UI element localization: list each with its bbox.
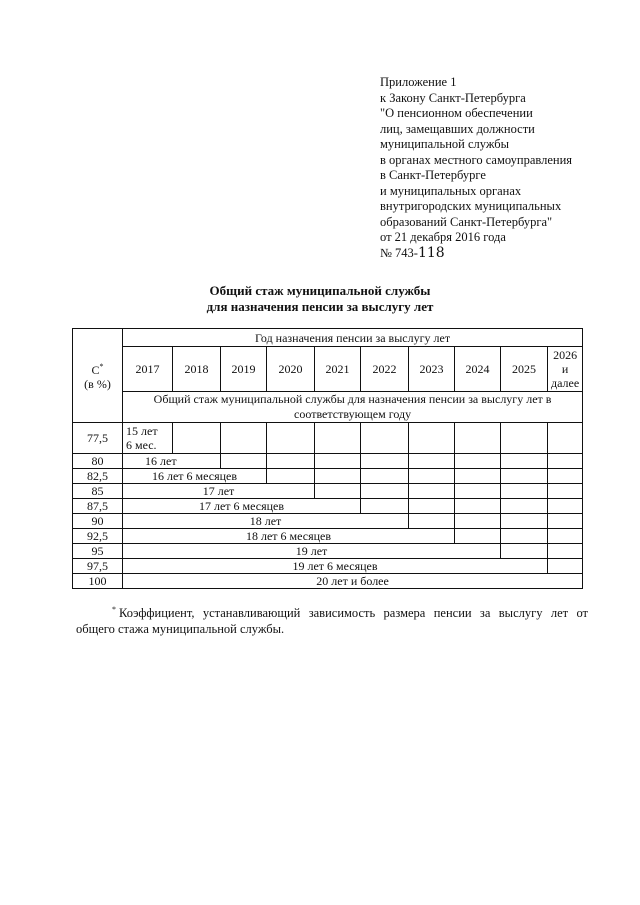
empty-cell [221,454,267,469]
empty-cell [315,454,361,469]
year-cell: 2018 [173,347,221,392]
service-length-cell: 19 лет [123,544,501,559]
empty-cell [501,454,548,469]
empty-cell [501,499,548,514]
empty-cell [315,423,361,454]
year-cell: 2025 [501,347,548,392]
empty-cell [548,423,583,454]
appendix-line: "О пенсионном обеспечении [380,106,533,120]
coefficient-cell: 90 [73,514,123,529]
coefficient-cell: 77,5 [73,423,123,454]
appendix-line: к Закону Санкт-Петербурга [380,90,526,105]
year-cell: 2023 [409,347,455,392]
empty-cell [548,469,583,484]
year-group-header: Год назначения пенсии за выслугу лет [123,329,583,347]
service-length-cell [123,423,173,454]
coefficient-cell: 82,5 [73,469,123,484]
coefficient-header [73,329,123,423]
year-cell: 2021 [315,347,361,392]
appendix-line: в Санкт-Петербурге [380,168,486,182]
document-title [0,283,640,315]
year-last-line: и [561,362,569,376]
empty-cell [267,423,315,454]
coefficient-symbol: С [91,363,100,377]
appendix-line: муниципальной службы [380,137,510,151]
law-number-prefix: № 743- [380,245,418,260]
empty-cell [361,484,409,499]
year-last-line: 2026 [553,348,578,362]
footnote [76,602,588,637]
table-row [73,574,583,589]
empty-cell [361,499,409,514]
empty-cell [361,423,409,454]
table-row [73,529,583,544]
empty-cell [361,454,409,469]
empty-cell [548,514,583,529]
service-length-cell: 18 лет 6 месяцев [123,529,455,544]
law-number [380,246,630,262]
empty-cell [315,469,361,484]
service-length-cell: 16 лет [123,454,221,469]
service-length-subheader: Общий стаж муниципальной службы для назначения пенсии за выслугу лет в соответствующем году [123,392,583,423]
empty-cell [173,423,221,454]
empty-cell [409,454,455,469]
service-length-cell: 17 лет 6 месяцев [123,499,361,514]
coefficient-unit: (в %) [84,377,111,391]
title-line-2: для назначения пенсии за выслугу лет [206,299,434,314]
empty-cell [409,499,455,514]
service-length-cell: 16 лет 6 месяцев [123,469,267,484]
empty-cell [455,514,501,529]
empty-cell [361,469,409,484]
coefficient-cell: 80 [73,454,123,469]
year-cell: 2019 [221,347,267,392]
title-line-1: Общий стаж муниципальной службы [209,283,431,298]
empty-cell [548,454,583,469]
empty-cell [221,423,267,454]
empty-cell [455,529,501,544]
empty-cell [267,454,315,469]
table-row [73,469,583,484]
empty-cell [267,469,315,484]
empty-cell [548,484,583,499]
year-cell: 2017 [123,347,173,392]
year-cell: 2022 [361,347,409,392]
empty-cell [501,423,548,454]
table-row [73,544,583,559]
service-length-cell: 20 лет и более [123,574,583,589]
year-cell: 2024 [455,347,501,392]
empty-cell [548,559,583,574]
empty-cell [455,454,501,469]
empty-cell [548,544,583,559]
year-cell-last [548,347,583,392]
service-length-line: 15 лет [126,424,158,438]
table-row [73,559,583,574]
appendix-line: в органах местного самоуправления [380,152,573,167]
appendix-line: и муниципальных органах [380,183,522,198]
coefficient-cell: 95 [73,544,123,559]
service-length-cell: 19 лет 6 месяцев [123,559,548,574]
appendix-line: от 21 декабря 2016 года [380,230,506,244]
empty-cell [455,499,501,514]
appendix-line: Приложение 1 [380,75,457,89]
service-length-cell: 17 лет [123,484,315,499]
table-row [73,454,583,469]
coefficient-footnote-mark: * [99,362,104,371]
service-length-line: 6 мес. [126,438,157,452]
appendix-line: внутригородских муниципальных [380,199,562,213]
coefficient-cell: 100 [73,574,123,589]
coefficient-cell: 87,5 [73,499,123,514]
empty-cell [548,499,583,514]
coefficient-cell: 97,5 [73,559,123,574]
year-last-line: далее [550,376,580,390]
table-row [73,423,583,454]
appendix-header [380,75,630,261]
empty-cell [501,484,548,499]
empty-cell [501,529,548,544]
empty-cell [315,484,361,499]
appendix-line: образований Санкт-Петербурга" [380,214,553,229]
footnote-text: Коэффициент, устанавливающий зависимость размера пенсии за выслугу лет от общего стажа муниципальной службы. [76,606,588,637]
empty-cell [409,484,455,499]
table-row [73,514,583,529]
law-number-handwritten: 118 [417,244,445,261]
empty-cell [501,469,548,484]
empty-cell [501,544,548,559]
service-length-table [72,328,583,589]
empty-cell [455,484,501,499]
empty-cell [501,514,548,529]
table-row [73,484,583,499]
service-length-cell: 18 лет [123,514,409,529]
table-row [73,499,583,514]
footnote-mark: * [112,605,116,614]
empty-cell [548,529,583,544]
empty-cell [455,423,501,454]
empty-cell [409,514,455,529]
year-cell: 2020 [267,347,315,392]
coefficient-label-line [73,360,122,377]
appendix-line: лиц, замещавших должности [380,121,535,136]
empty-cell [455,469,501,484]
empty-cell [409,469,455,484]
coefficient-cell: 85 [73,484,123,499]
coefficient-cell: 92,5 [73,529,123,544]
empty-cell [409,423,455,454]
